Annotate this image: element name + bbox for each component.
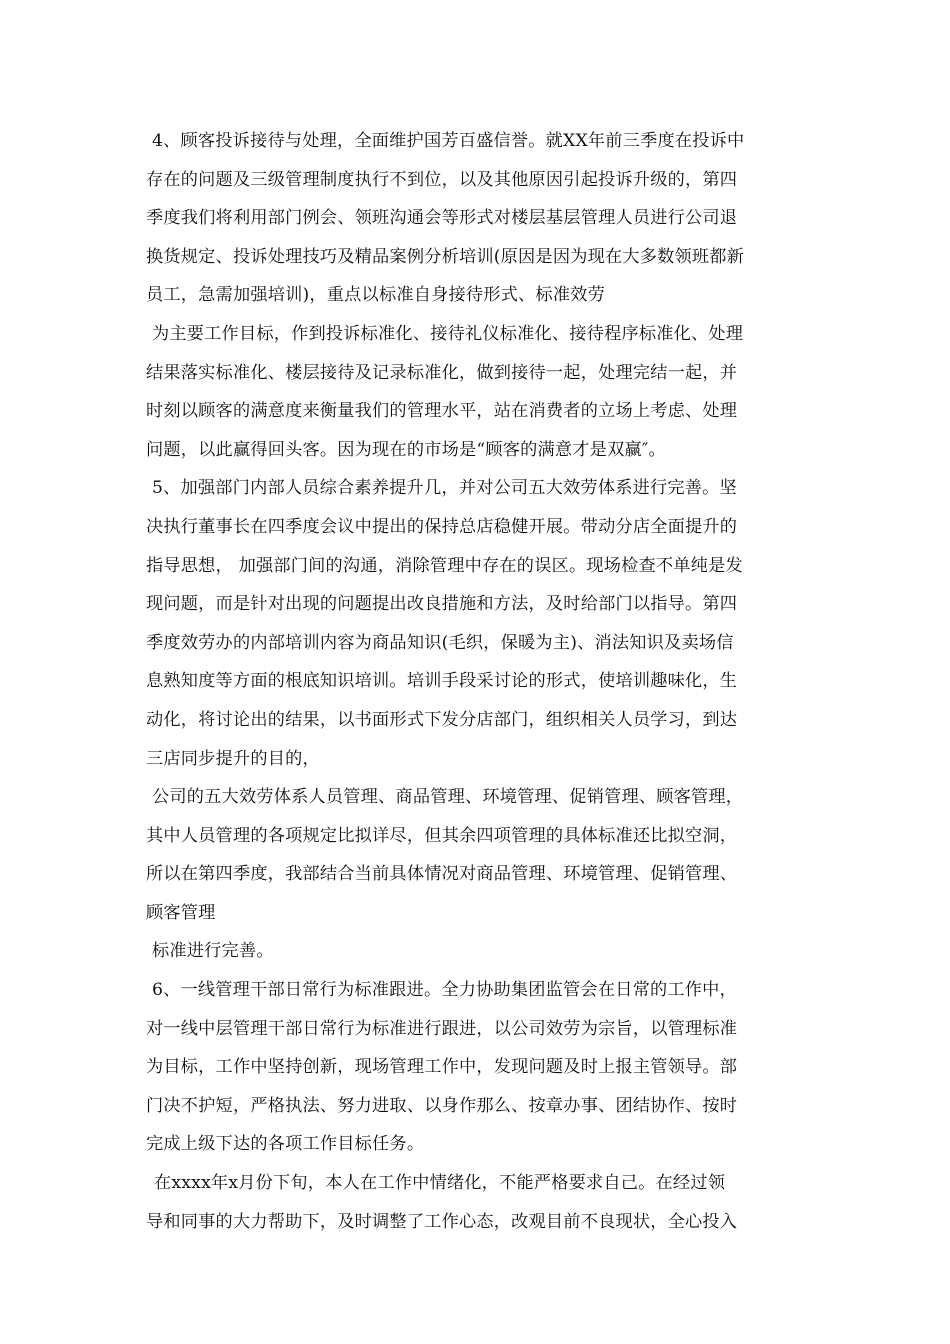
paragraph-line: 为目标，工作中坚持创新，现场管理工作中，发现问题及时上报主管领导。部 xyxy=(146,1057,738,1078)
paragraph-line: 对一线中层管理干部日常行为标准进行跟进，以公司效劳为宗旨，以管理标准 xyxy=(146,1018,738,1039)
paragraph-line: 季度效劳办的内部培训内容为商品知识(毛织，保暖为主)、消法知识及卖场信 xyxy=(146,632,734,653)
paragraph-line: 时刻以顾客的满意度来衡量我们的管理水平，站在消费者的立场上考虑、处理 xyxy=(146,401,738,422)
paragraph-line: 5、加强部门内部人员综合素养提升几，并对公司五大效劳体系进行完善。坚 xyxy=(152,478,737,499)
paragraph-line: 指导思想， 加强部门间的沟通，消除管理中存在的误区。现场检查不单纯是发 xyxy=(146,555,743,576)
paragraph-line: 为主要工作目标，作到投诉标准化、接待礼仪标准化、接待程序标准化、处理 xyxy=(152,323,744,344)
paragraph-line: 完成上级下达的各项工作目标任务。 xyxy=(146,1134,425,1155)
paragraph-line: 员工，急需加强培训)，重点以标准自身接待形式、标准效劳 xyxy=(146,285,605,306)
paragraph-line: 决执行董事长在四季度会议中提出的保持总店稳健开展。带动分店全面提升的 xyxy=(146,516,738,537)
body-text xyxy=(146,122,816,1241)
paragraph-line: 4、顾客投诉接待与处理，全面维护国芳百盛信誉。就XX年前三季度在投诉中 xyxy=(152,131,745,151)
paragraph-line: 门决不护短，严格执法、努力进取、以身作那么、按章办事、团结协作、按时 xyxy=(146,1095,738,1116)
paragraph-line: 存在的问题及三级管理制度执行不到位，以及其他原因引起投诉升级的，第四 xyxy=(146,169,738,190)
paragraph-line: 标准进行完善。 xyxy=(152,941,274,962)
paragraph-line: 其中人员管理的各项规定比拟详尽，但其余四项管理的具体标准还比拟空洞， xyxy=(146,825,738,846)
paragraph-line: 换货规定、投诉处理技巧及精品案例分析培训(原因是因为现在大多数领班都新 xyxy=(146,246,745,267)
paragraph-line: 结果落实标准化、楼层接待及记录标准化，做到接待一起，处理完结一起，并 xyxy=(146,362,738,383)
paragraph-line: 息熟知度等方面的根底知识培训。培训手段采讨论的形式，使培训趣味化，生 xyxy=(146,671,738,692)
paragraph-line: 6、一线管理干部日常行为标准跟进。全力协助集团监管会在日常的工作中， xyxy=(152,980,737,1001)
paragraph-line: 问题，以此赢得回头客。因为现在的市场是“顾客的满意才是双赢″。 xyxy=(146,439,666,460)
paragraph-line: 现问题，而是针对出现的问题提出改良措施和方法，及时给部门以指导。第四 xyxy=(146,594,738,615)
paragraph-line: 在xxxx年x月份下旬，本人在工作中情绪化，不能严格要求自己。在经过领 xyxy=(154,1173,726,1194)
paragraph-line: 所以在第四季度，我部结合当前具体情况对商品管理、环境管理、促销管理、 xyxy=(146,864,738,885)
paragraph-line: 三店同步提升的目的， xyxy=(146,748,320,769)
paragraph-line: 公司的五大效劳体系人员管理、商品管理、环境管理、促销管理、顾客管理， xyxy=(152,787,744,808)
paragraph-line: 季度我们将利用部门例会、领班沟通会等形式对楼层基层管理人员进行公司退 xyxy=(146,208,738,229)
paragraph-line: 顾客管理 xyxy=(146,902,216,923)
paragraph-line: 导和同事的大力帮助下，及时调整了工作心态，改观目前不良现状，全心投入 xyxy=(146,1211,738,1232)
paragraph-line: 动化，将讨论出的结果，以书面形式下发分店部门，组织相关人员学习，到达 xyxy=(146,709,738,730)
